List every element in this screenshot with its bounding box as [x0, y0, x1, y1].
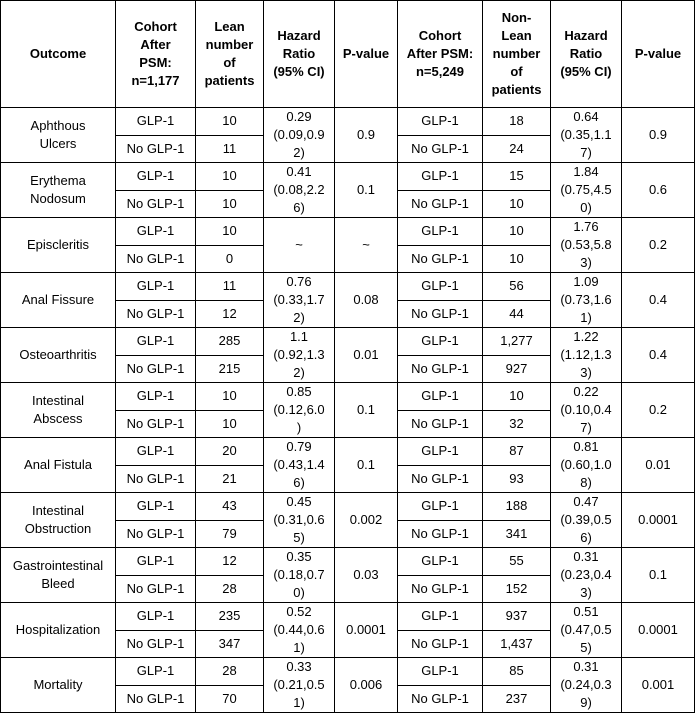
lean-p-value: 0.006 — [335, 658, 398, 713]
nonlean-glp-count: 188 — [483, 493, 551, 521]
text-line: (0.33,1.7 — [273, 292, 325, 307]
table-row — [1, 603, 695, 631]
text-line: 6) — [293, 200, 305, 215]
text-line: Hazard — [277, 28, 321, 43]
outcome-cell — [1, 438, 116, 493]
nonlean-glp-label: GLP-1 — [398, 218, 483, 246]
lean-glp-label: GLP-1 — [116, 438, 196, 466]
nonlean-glp-label: GLP-1 — [398, 548, 483, 576]
table-row — [1, 438, 695, 466]
nonlean-noglp-count: 24 — [483, 135, 551, 163]
text-line: Aphthous — [30, 118, 86, 133]
nonlean-hazard-ratio — [551, 218, 622, 273]
nonlean-noglp-count: 44 — [483, 300, 551, 328]
nonlean-noglp-count: 152 — [483, 575, 551, 603]
text-line: 2) — [293, 365, 305, 380]
table-body — [1, 108, 695, 713]
table-row — [1, 163, 695, 191]
nonlean-glp-count: 56 — [483, 273, 551, 301]
text-line: (0.73,1.6 — [560, 292, 612, 307]
text-line: 0.85 — [286, 384, 312, 399]
text-line: 6) — [293, 475, 305, 490]
lean-hazard-ratio — [264, 383, 335, 438]
text-line: 6) — [580, 530, 592, 545]
lean-glp-label: GLP-1 — [116, 273, 196, 301]
header-cohort-lean — [116, 1, 196, 108]
text-line: 0.52 — [286, 604, 312, 619]
text-line: n=1,177 — [131, 73, 180, 88]
text-line: 3) — [580, 585, 592, 600]
text-line: 7) — [580, 420, 592, 435]
lean-p-value: 0.1 — [335, 163, 398, 218]
text-line: Gastrointestinal — [12, 558, 104, 573]
lean-hazard-ratio — [264, 328, 335, 383]
lean-hazard-ratio — [264, 548, 335, 603]
lean-p-value: 0.002 — [335, 493, 398, 548]
text-line: (95% CI) — [273, 64, 325, 79]
nonlean-hazard-ratio — [551, 658, 622, 713]
lean-noglp-label: No GLP-1 — [116, 135, 196, 163]
text-line: 0) — [293, 585, 305, 600]
nonlean-noglp-count: 10 — [483, 190, 551, 218]
text-line: 1) — [580, 310, 592, 325]
lean-glp-label: GLP-1 — [116, 603, 196, 631]
lean-noglp-label: No GLP-1 — [116, 410, 196, 438]
header-hazard-ratio-nonlean — [551, 1, 622, 108]
text-line: 5) — [293, 530, 305, 545]
lean-glp-label: GLP-1 — [116, 383, 196, 411]
text-line: Intestinal — [31, 393, 85, 408]
nonlean-p-value: 0.2 — [622, 218, 695, 273]
lean-p-value: 0.9 — [335, 108, 398, 163]
lean-glp-count: 285 — [196, 328, 264, 356]
text-line: 1.76 — [573, 219, 599, 234]
lean-noglp-label: No GLP-1 — [116, 465, 196, 493]
text-line: (0.31,0.6 — [273, 512, 325, 527]
lean-glp-count: 12 — [196, 548, 264, 576]
nonlean-noglp-count: 10 — [483, 245, 551, 273]
nonlean-p-value: 0.9 — [622, 108, 695, 163]
text-line: (0.08,2.2 — [273, 182, 325, 197]
nonlean-glp-count: 18 — [483, 108, 551, 136]
text-line: patients — [491, 82, 542, 97]
nonlean-glp-label: GLP-1 — [398, 163, 483, 191]
table-row — [1, 273, 695, 301]
text-line: n=5,249 — [415, 64, 465, 79]
nonlean-glp-label: GLP-1 — [398, 603, 483, 631]
nonlean-glp-label: GLP-1 — [398, 658, 483, 686]
lean-hazard-ratio — [264, 658, 335, 713]
table-row — [1, 658, 695, 686]
lean-glp-count: 10 — [196, 163, 264, 191]
nonlean-noglp-label: No GLP-1 — [398, 355, 483, 383]
nonlean-noglp-count: 237 — [483, 685, 551, 713]
lean-hazard-ratio — [264, 273, 335, 328]
nonlean-noglp-label: No GLP-1 — [398, 300, 483, 328]
table-row — [1, 328, 695, 356]
text-line: Erythema — [30, 173, 86, 188]
lean-hazard-ratio — [264, 218, 335, 273]
nonlean-p-value: 0.6 — [622, 163, 695, 218]
nonlean-p-value: 0.2 — [622, 383, 695, 438]
text-line: PSM: — [139, 55, 172, 70]
lean-hazard-ratio — [264, 108, 335, 163]
text-line: 0.35 — [286, 549, 312, 564]
nonlean-glp-count: 937 — [483, 603, 551, 631]
text-line: 1.09 — [573, 274, 599, 289]
nonlean-glp-count: 85 — [483, 658, 551, 686]
nonlean-hazard-ratio — [551, 548, 622, 603]
text-line: Ratio — [282, 46, 316, 61]
lean-noglp-label: No GLP-1 — [116, 520, 196, 548]
lean-p-value: 0.1 — [335, 383, 398, 438]
text-line: (0.18,0.7 — [273, 567, 325, 582]
text-line: (0.75,4.5 — [560, 182, 612, 197]
header-p-value-lean: P-value — [335, 1, 398, 108]
lean-glp-count: 43 — [196, 493, 264, 521]
text-line: 0.47 — [573, 494, 599, 509]
nonlean-hazard-ratio — [551, 273, 622, 328]
lean-noglp-count: 0 — [196, 245, 264, 273]
nonlean-glp-count: 55 — [483, 548, 551, 576]
text-line: (0.39,0.5 — [560, 512, 612, 527]
text-line: (1.12,1.3 — [560, 347, 612, 362]
lean-noglp-label: No GLP-1 — [116, 245, 196, 273]
text-line: (0.60,1.0 — [560, 457, 612, 472]
nonlean-noglp-label: No GLP-1 — [398, 630, 483, 658]
text-line: Hazard — [564, 28, 608, 43]
lean-hazard-ratio — [264, 603, 335, 658]
text-line: Mortality — [33, 677, 83, 692]
lean-noglp-label: No GLP-1 — [116, 685, 196, 713]
lean-noglp-count: 28 — [196, 575, 264, 603]
lean-noglp-count: 11 — [196, 135, 264, 163]
text-line: 0.64 — [573, 109, 599, 124]
lean-noglp-count: 21 — [196, 465, 264, 493]
text-line: 2) — [293, 310, 305, 325]
text-line: 8) — [580, 475, 592, 490]
header-nonlean-number — [483, 1, 551, 108]
nonlean-glp-count: 10 — [483, 218, 551, 246]
nonlean-glp-label: GLP-1 — [398, 273, 483, 301]
text-line: 5) — [580, 640, 592, 655]
text-line: 0.76 — [286, 274, 312, 289]
nonlean-hazard-ratio — [551, 438, 622, 493]
nonlean-noglp-count: 32 — [483, 410, 551, 438]
lean-noglp-label: No GLP-1 — [116, 190, 196, 218]
outcome-cell — [1, 273, 116, 328]
outcome-cell — [1, 493, 116, 548]
text-line: 1) — [293, 640, 305, 655]
text-line: (0.21,0.5 — [273, 677, 325, 692]
text-line: (0.10,0.4 — [560, 402, 612, 417]
header-outcome: Outcome — [1, 1, 116, 108]
text-line: (0.09,0.9 — [273, 127, 325, 142]
nonlean-hazard-ratio — [551, 493, 622, 548]
lean-glp-count: 235 — [196, 603, 264, 631]
nonlean-glp-count: 1,277 — [483, 328, 551, 356]
lean-glp-label: GLP-1 — [116, 658, 196, 686]
text-line: 1.22 — [573, 329, 599, 344]
lean-noglp-label: No GLP-1 — [116, 575, 196, 603]
lean-p-value: 0.03 — [335, 548, 398, 603]
text-line: 0.31 — [573, 659, 599, 674]
text-line: ) — [296, 420, 302, 435]
nonlean-glp-count: 87 — [483, 438, 551, 466]
text-line: Obstruction — [24, 521, 92, 536]
nonlean-noglp-count: 93 — [483, 465, 551, 493]
text-line: Bleed — [41, 576, 75, 591]
lean-p-value: 0.1 — [335, 438, 398, 493]
table-row — [1, 218, 695, 246]
lean-noglp-label: No GLP-1 — [116, 300, 196, 328]
lean-glp-label: GLP-1 — [116, 218, 196, 246]
text-line: 3) — [580, 365, 592, 380]
text-line: After — [140, 37, 171, 52]
outcome-cell — [1, 108, 116, 163]
text-line: Ratio — [569, 46, 603, 61]
lean-p-value: ~ — [335, 218, 398, 273]
lean-glp-count: 28 — [196, 658, 264, 686]
text-line: After PSM: — [406, 46, 474, 61]
text-line: Osteoarthritis — [19, 347, 97, 362]
text-line: (0.23,0.4 — [560, 567, 612, 582]
outcome-cell — [1, 603, 116, 658]
nonlean-glp-label: GLP-1 — [398, 383, 483, 411]
text-line: 0.81 — [573, 439, 599, 454]
nonlean-p-value: 0.001 — [622, 658, 695, 713]
outcome-cell — [1, 548, 116, 603]
text-line: Abscess — [33, 411, 83, 426]
text-line: 0.22 — [573, 384, 599, 399]
lean-noglp-count: 12 — [196, 300, 264, 328]
text-line: Cohort — [418, 28, 462, 43]
header-p-value-nonlean: P-value — [622, 1, 695, 108]
text-line: 1) — [293, 695, 305, 710]
text-line: 0.51 — [573, 604, 599, 619]
table-row — [1, 493, 695, 521]
lean-glp-label: GLP-1 — [116, 548, 196, 576]
lean-glp-count: 20 — [196, 438, 264, 466]
nonlean-noglp-label: No GLP-1 — [398, 410, 483, 438]
nonlean-noglp-count: 1,437 — [483, 630, 551, 658]
nonlean-hazard-ratio — [551, 328, 622, 383]
nonlean-p-value: 0.0001 — [622, 603, 695, 658]
header-row — [1, 1, 695, 108]
nonlean-noglp-label: No GLP-1 — [398, 520, 483, 548]
text-line: 1.1 — [289, 329, 309, 344]
nonlean-glp-count: 10 — [483, 383, 551, 411]
lean-p-value: 0.01 — [335, 328, 398, 383]
text-line: number — [492, 46, 541, 61]
nonlean-glp-count: 15 — [483, 163, 551, 191]
lean-hazard-ratio — [264, 438, 335, 493]
lean-glp-count: 11 — [196, 273, 264, 301]
text-line: Cohort — [134, 19, 177, 34]
text-line: 0.41 — [286, 164, 312, 179]
nonlean-glp-label: GLP-1 — [398, 493, 483, 521]
lean-noglp-count: 10 — [196, 410, 264, 438]
text-line: (0.44,0.6 — [273, 622, 325, 637]
lean-noglp-count: 70 — [196, 685, 264, 713]
outcome-cell — [1, 163, 116, 218]
text-line: (95% CI) — [560, 64, 612, 79]
outcome-cell — [1, 658, 116, 713]
text-line: (0.53,5.8 — [560, 237, 612, 252]
text-line: number — [205, 37, 254, 52]
outcome-cell — [1, 218, 116, 273]
nonlean-p-value: 0.4 — [622, 328, 695, 383]
lean-glp-count: 10 — [196, 218, 264, 246]
text-line: 0.33 — [286, 659, 312, 674]
text-line: Ulcers — [39, 136, 77, 151]
text-line: patients — [204, 73, 255, 88]
header-lean-number — [196, 1, 264, 108]
outcome-cell — [1, 328, 116, 383]
nonlean-p-value: 0.01 — [622, 438, 695, 493]
text-line: 7) — [580, 145, 592, 160]
text-line: 0.45 — [286, 494, 312, 509]
lean-p-value: 0.08 — [335, 273, 398, 328]
lean-hazard-ratio — [264, 493, 335, 548]
text-line: 0.31 — [573, 549, 599, 564]
nonlean-glp-label: GLP-1 — [398, 108, 483, 136]
lean-noglp-count: 10 — [196, 190, 264, 218]
header-cohort-nonlean — [398, 1, 483, 108]
nonlean-hazard-ratio — [551, 108, 622, 163]
nonlean-noglp-label: No GLP-1 — [398, 135, 483, 163]
lean-glp-count: 10 — [196, 108, 264, 136]
nonlean-noglp-count: 927 — [483, 355, 551, 383]
text-line: 3) — [580, 255, 592, 270]
text-line: Lean — [501, 28, 532, 43]
text-line: 9) — [580, 695, 592, 710]
lean-glp-label: GLP-1 — [116, 163, 196, 191]
text-line: ~ — [295, 237, 303, 252]
text-line: (0.92,1.3 — [273, 347, 325, 362]
text-line: (0.24,0.3 — [560, 677, 612, 692]
lean-glp-label: GLP-1 — [116, 493, 196, 521]
nonlean-glp-label: GLP-1 — [398, 438, 483, 466]
nonlean-noglp-label: No GLP-1 — [398, 575, 483, 603]
nonlean-noglp-count: 341 — [483, 520, 551, 548]
nonlean-noglp-label: No GLP-1 — [398, 245, 483, 273]
lean-noglp-label: No GLP-1 — [116, 355, 196, 383]
lean-noglp-count: 347 — [196, 630, 264, 658]
lean-noglp-label: No GLP-1 — [116, 630, 196, 658]
text-line: 0) — [580, 200, 592, 215]
text-line: Anal Fistula — [24, 457, 92, 472]
header-hazard-ratio-lean — [264, 1, 335, 108]
text-line: (0.43,1.4 — [273, 457, 325, 472]
text-line: of — [223, 55, 236, 70]
nonlean-noglp-label: No GLP-1 — [398, 465, 483, 493]
text-line: 0.29 — [286, 109, 312, 124]
nonlean-p-value: 0.0001 — [622, 493, 695, 548]
text-line: Episcleritis — [26, 237, 90, 252]
text-line: (0.12,6.0 — [273, 402, 325, 417]
text-line: 1.84 — [573, 164, 599, 179]
lean-noglp-count: 79 — [196, 520, 264, 548]
text-line: (0.35,1.1 — [560, 127, 612, 142]
text-line: Intestinal — [31, 503, 85, 518]
text-line: Hospitalization — [15, 622, 101, 637]
nonlean-p-value: 0.1 — [622, 548, 695, 603]
nonlean-noglp-label: No GLP-1 — [398, 685, 483, 713]
text-line: 2) — [293, 145, 305, 160]
lean-p-value: 0.0001 — [335, 603, 398, 658]
nonlean-hazard-ratio — [551, 383, 622, 438]
text-line: (0.47,0.5 — [560, 622, 612, 637]
text-line: Non- — [501, 10, 532, 25]
outcome-cell — [1, 383, 116, 438]
nonlean-hazard-ratio — [551, 163, 622, 218]
text-line: Nodosum — [30, 191, 86, 206]
lean-hazard-ratio — [264, 163, 335, 218]
text-line: Anal Fissure — [21, 292, 95, 307]
nonlean-glp-label: GLP-1 — [398, 328, 483, 356]
nonlean-hazard-ratio — [551, 603, 622, 658]
text-line: 0.79 — [286, 439, 312, 454]
lean-noglp-count: 215 — [196, 355, 264, 383]
lean-glp-label: GLP-1 — [116, 328, 196, 356]
nonlean-p-value: 0.4 — [622, 273, 695, 328]
text-line: Lean — [214, 19, 245, 34]
table-row — [1, 383, 695, 411]
table-row — [1, 548, 695, 576]
nonlean-noglp-label: No GLP-1 — [398, 190, 483, 218]
lean-glp-label: GLP-1 — [116, 108, 196, 136]
table-row — [1, 108, 695, 136]
text-line: of — [510, 64, 523, 79]
lean-glp-count: 10 — [196, 383, 264, 411]
